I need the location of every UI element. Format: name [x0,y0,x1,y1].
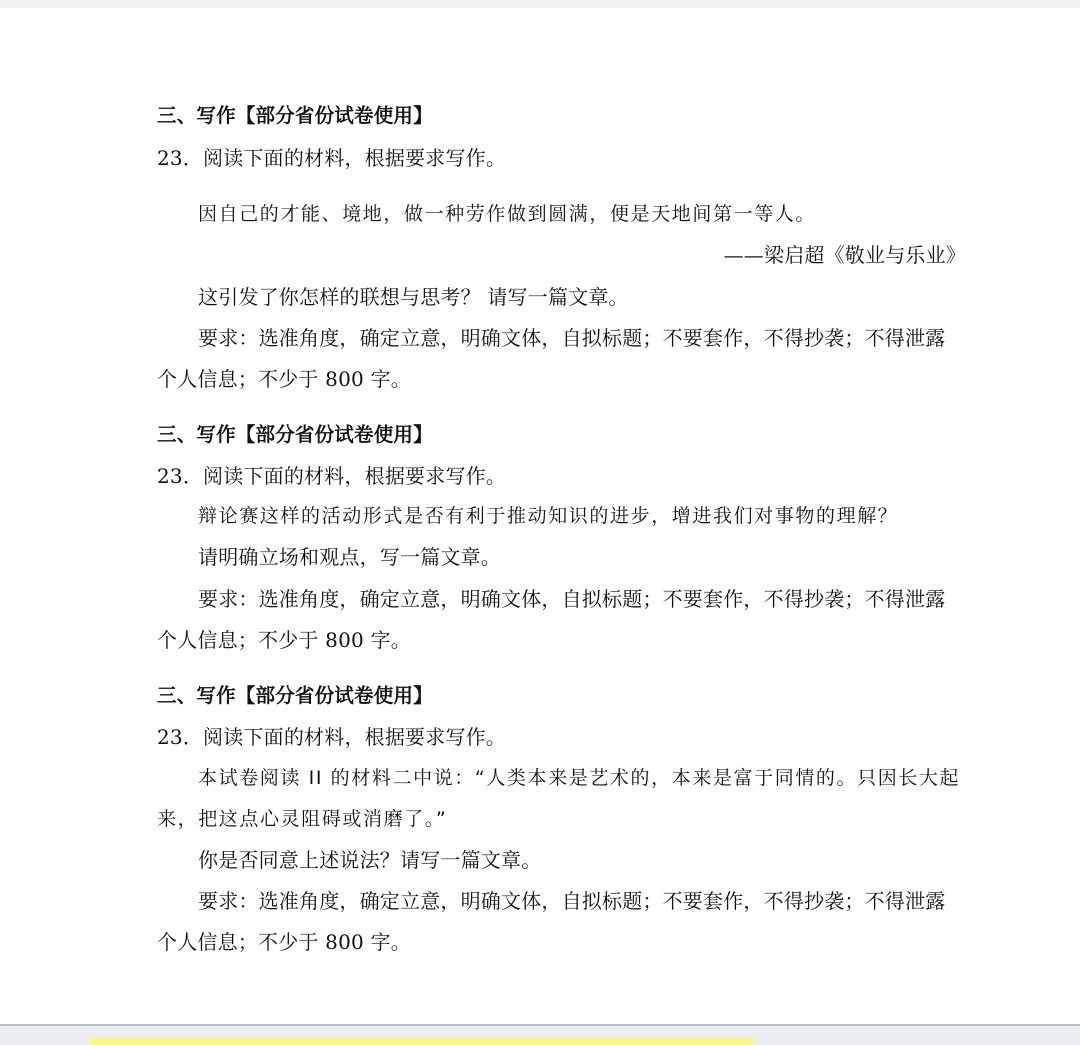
section-3-prompt: 你是否同意上述说法？请写一篇文章。 [198,848,542,872]
section-2-requirement-line-2: 个人信息；不少于 800 字。 [157,628,411,652]
section-2-question: 23．阅读下面的材料，根据要求写作。 [157,464,507,488]
section-1-question: 23．阅读下面的材料，根据要求写作。 [157,146,507,170]
section-3-requirement-line-2: 个人信息；不少于 800 字。 [157,930,411,954]
top-bar [0,0,1080,8]
section-1-citation: ——梁启超《敬业与乐业》 [723,243,966,267]
section-1-requirement-line-1: 要求：选准角度，确定立意，明确文体，自拟标题；不要套作，不得抄袭；不得泄露 [198,326,946,350]
section-3-question: 23．阅读下面的材料，根据要求写作。 [157,725,507,749]
section-3-requirement-line-1: 要求：选准角度，确定立意，明确文体，自拟标题；不要套作，不得抄袭；不得泄露 [198,889,946,913]
section-1-requirement-line-2: 个人信息；不少于 800 字。 [157,367,411,391]
section-3-heading: 三、写作【部分省份试卷使用】 [157,684,433,707]
text-highlight [90,1038,753,1045]
document-page [0,8,1080,1024]
section-1-prompt: 这引发了你怎样的联想与思考？ 请写一篇文章。 [198,285,629,309]
section-2-heading: 三、写作【部分省份试卷使用】 [157,423,433,446]
section-1-heading: 三、写作【部分省份试卷使用】 [157,104,433,127]
section-3-material-line-1: 本试卷阅读 II 的材料二中说：“人类本来是艺术的，本来是富于同情的。只因长大起 [198,767,961,789]
section-1-material: 因自己的才能、境地，做一种劳作做到圆满，便是天地间第一等人。 [198,203,817,225]
section-2-prompt: 请明确立场和观点，写一篇文章。 [198,545,501,569]
section-2-material: 辩论赛这样的活动形式是否有利于推动知识的进步，增进我们对事物的理解？ [198,505,899,527]
section-2-requirement-line-1: 要求：选准角度，确定立意，明确文体，自拟标题；不要套作，不得抄袭；不得泄露 [198,587,946,611]
section-3-material-line-2: 来，把这点心灵阻碍或消磨了。” [157,808,448,830]
